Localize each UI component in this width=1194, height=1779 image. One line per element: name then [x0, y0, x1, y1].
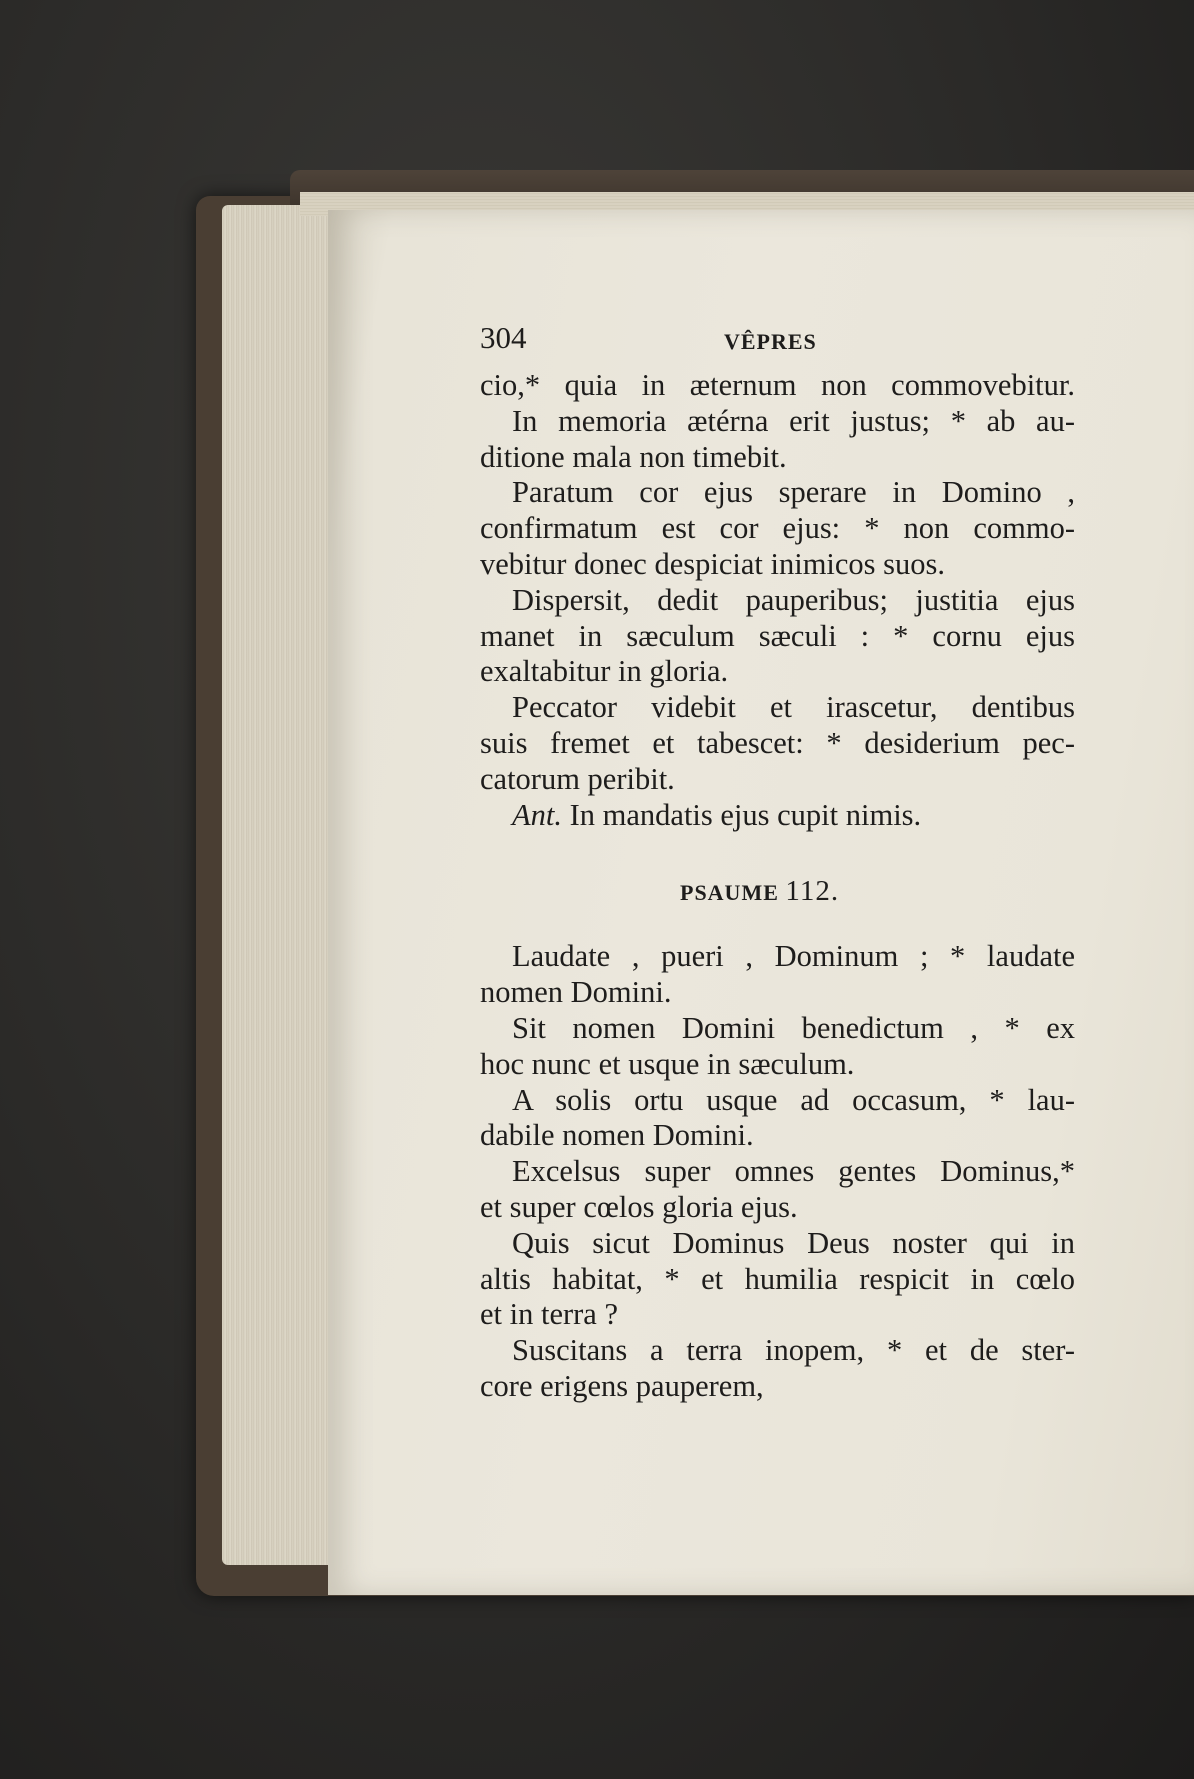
verse-line: core erigens pauperem,: [480, 1368, 764, 1403]
verse-line: et super cœlos gloria ejus.: [480, 1189, 798, 1224]
verse-line: et in terra ?: [480, 1297, 619, 1332]
verse-line: hoc nunc et usque in sæculum.: [480, 1046, 855, 1081]
verse-line: altis habitat, * et humilia respicit in cœlo: [480, 1261, 1075, 1296]
verse-line: suis fremet et tabescet: * desiderium pec-: [480, 725, 1075, 760]
psalm-heading: [480, 861, 1075, 921]
page-edges-left: [222, 205, 334, 1565]
psalm-112-verses: [480, 939, 1075, 1404]
verse-line: manet in sæculum sæculi : * cornu ejus: [480, 618, 1075, 653]
verse-line: ditione mala non timebit.: [480, 439, 787, 474]
verse-line: A solis ortu usque ad occasum, * lau-: [512, 1082, 1075, 1117]
verse-line: Sit nomen Domini benedictum , * ex: [512, 1010, 1075, 1045]
verse-line: Peccator videbit et irascetur, dentibus: [512, 690, 1075, 725]
verse-line: catorum peribit.: [480, 761, 675, 796]
verse-line: nomen Domini.: [480, 975, 672, 1010]
verse-line: vebitur donec despiciat inimicos suos.: [480, 546, 946, 581]
verse-line: cio,* quia in æternum non commovebitur.: [480, 368, 1075, 402]
antiphon-line: [480, 798, 1075, 834]
verse-line: exaltabitur in gloria.: [480, 654, 729, 689]
verse-line: Suscitans a terra inopem, * et de ster-: [512, 1333, 1075, 1368]
psalm-111-verses: [480, 368, 1075, 833]
verse-line: dabile nomen Domini.: [480, 1118, 754, 1153]
verse-line: Paratum cor ejus sperare in Domino ,: [512, 475, 1075, 510]
verse-line: Laudate , pueri , Dominum ; * laudate: [512, 939, 1075, 974]
verse-line: In memoria ætérna erit justus; * ab au-: [512, 403, 1075, 438]
verse-line: Quis sicut Dominus Deus noster qui in: [512, 1225, 1075, 1260]
page-number: 304: [480, 320, 527, 355]
antiphon-text: In mandatis ejus cupit nimis.: [569, 797, 922, 832]
header-title: VÊPRES: [724, 329, 817, 354]
antiphon-label: Ant.: [512, 797, 562, 832]
verse-line: Excelsus super omnes gentes Dominus,*: [512, 1154, 1075, 1189]
verse-line: confirmatum est cor ejus: * non commo-: [480, 511, 1075, 546]
verse-line: Dispersit, dedit pauperibus; justitia ejus: [512, 582, 1075, 617]
running-head: [480, 320, 1075, 364]
page-text: [480, 320, 1075, 1405]
psalm-heading-label: PSAUME: [680, 880, 779, 906]
psalm-number: 112.: [785, 875, 840, 908]
